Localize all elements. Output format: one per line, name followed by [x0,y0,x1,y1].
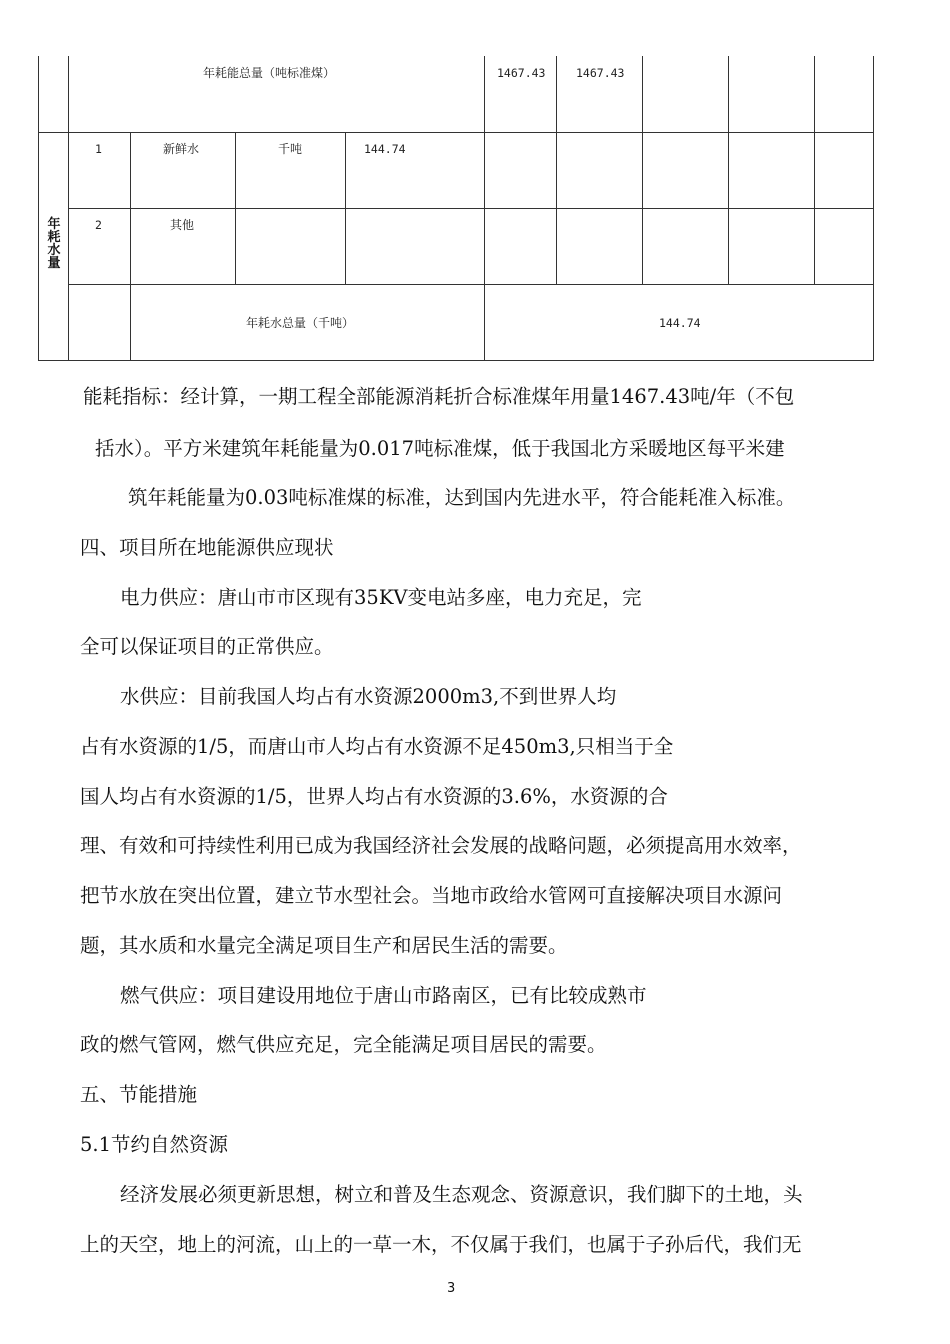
water-section-char: 年 [47,217,61,232]
row-item: 其他 [170,218,195,232]
table-rule [484,56,485,361]
row-number: 2 [95,218,102,232]
paragraph-line: 上的天空，地上的河流，山上的一草一木，不仅属于我们，也属于子孙后代，我们无 [80,1233,802,1256]
table-rule [345,132,346,285]
energy-total-value: 1467.43 [576,66,625,80]
table-rule [556,56,557,285]
page-number: 3 [447,1281,456,1296]
paragraph-line: 题，其水质和水量完全满足项目生产和居民生活的需要。 [80,934,568,957]
paragraph-line: 把节水放在突出位置，建立节水型社会。当地市政给水管网可直接解决项目水源问 [80,884,783,907]
water-section-char: 量 [47,256,61,271]
table-rule [68,208,874,209]
water-section-char: 耗 [47,230,61,245]
table-rule [642,56,643,285]
water-total-label: 年耗水总量（千吨） [246,316,355,330]
table-rule [728,56,729,285]
row-unit: 千吨 [278,142,303,156]
table-rule [814,56,815,285]
paragraph-line: 括水）。平方米建筑年耗能量为0.017吨标准煤，低于我国北方采暖地区每平米建 [95,437,785,460]
table-rule [873,56,874,361]
paragraph-line: 政的燃气管网，燃气供应充足，完全能满足项目居民的需要。 [80,1033,607,1056]
energy-total-label: 年耗能总量（吨标准煤） [203,66,336,80]
row-item: 新鲜水 [163,142,200,156]
paragraph-line: 电力供应：唐山市市区现有35KV变电站多座，电力充足，完 [120,586,642,609]
table-rule [38,56,39,361]
water-section-char: 水 [47,243,61,258]
table-rule [130,132,131,361]
water-total-value: 144.74 [659,316,701,330]
paragraph-line: 国人均占有水资源的1/5，世界人均占有水资源的3.6%，水资源的合 [80,785,668,808]
table-rule [38,132,874,133]
paragraph-line: 理、有效和可持续性利用已成为我国经济社会发展的战略问题，必须提高用水效率， [80,834,802,857]
paragraph-line: 经济发展必须更新思想，树立和普及生态观念、资源意识，我们脚下的土地，头 [120,1183,803,1206]
row-number: 1 [95,142,102,156]
row-value: 144.74 [364,142,406,156]
paragraph-line: 全可以保证项目的正常供应。 [80,635,334,658]
water-section-label [46,218,62,270]
paragraph-line: 燃气供应：项目建设用地位于唐山市路南区，已有比较成熟市 [120,984,647,1007]
paragraph-line: 能耗指标：经计算，一期工程全部能源消耗折合标准煤年用量1467.43吨/年（不包 [83,385,795,408]
section-heading: 四、项目所在地能源供应现状 [80,536,334,559]
paragraph-line: 占有水资源的1/5，而唐山市人均占有水资源不足450m3,只相当于全 [80,735,674,758]
table-rule [68,56,69,361]
table-rule [235,132,236,285]
paragraph-line: 筑年耗能量为0.03吨标准煤的标准，达到国内先进水平，符合能耗准入标准。 [128,486,796,509]
subsection-heading: 5.1节约自然资源 [80,1133,229,1156]
table-rule [38,360,874,361]
energy-total-value: 1467.43 [497,66,546,80]
energy-water-table [38,56,874,361]
table-rule [68,284,874,285]
paragraph-line: 水供应：目前我国人均占有水资源2000m3,不到世界人均 [120,685,617,708]
section-heading: 五、节能措施 [80,1083,198,1106]
